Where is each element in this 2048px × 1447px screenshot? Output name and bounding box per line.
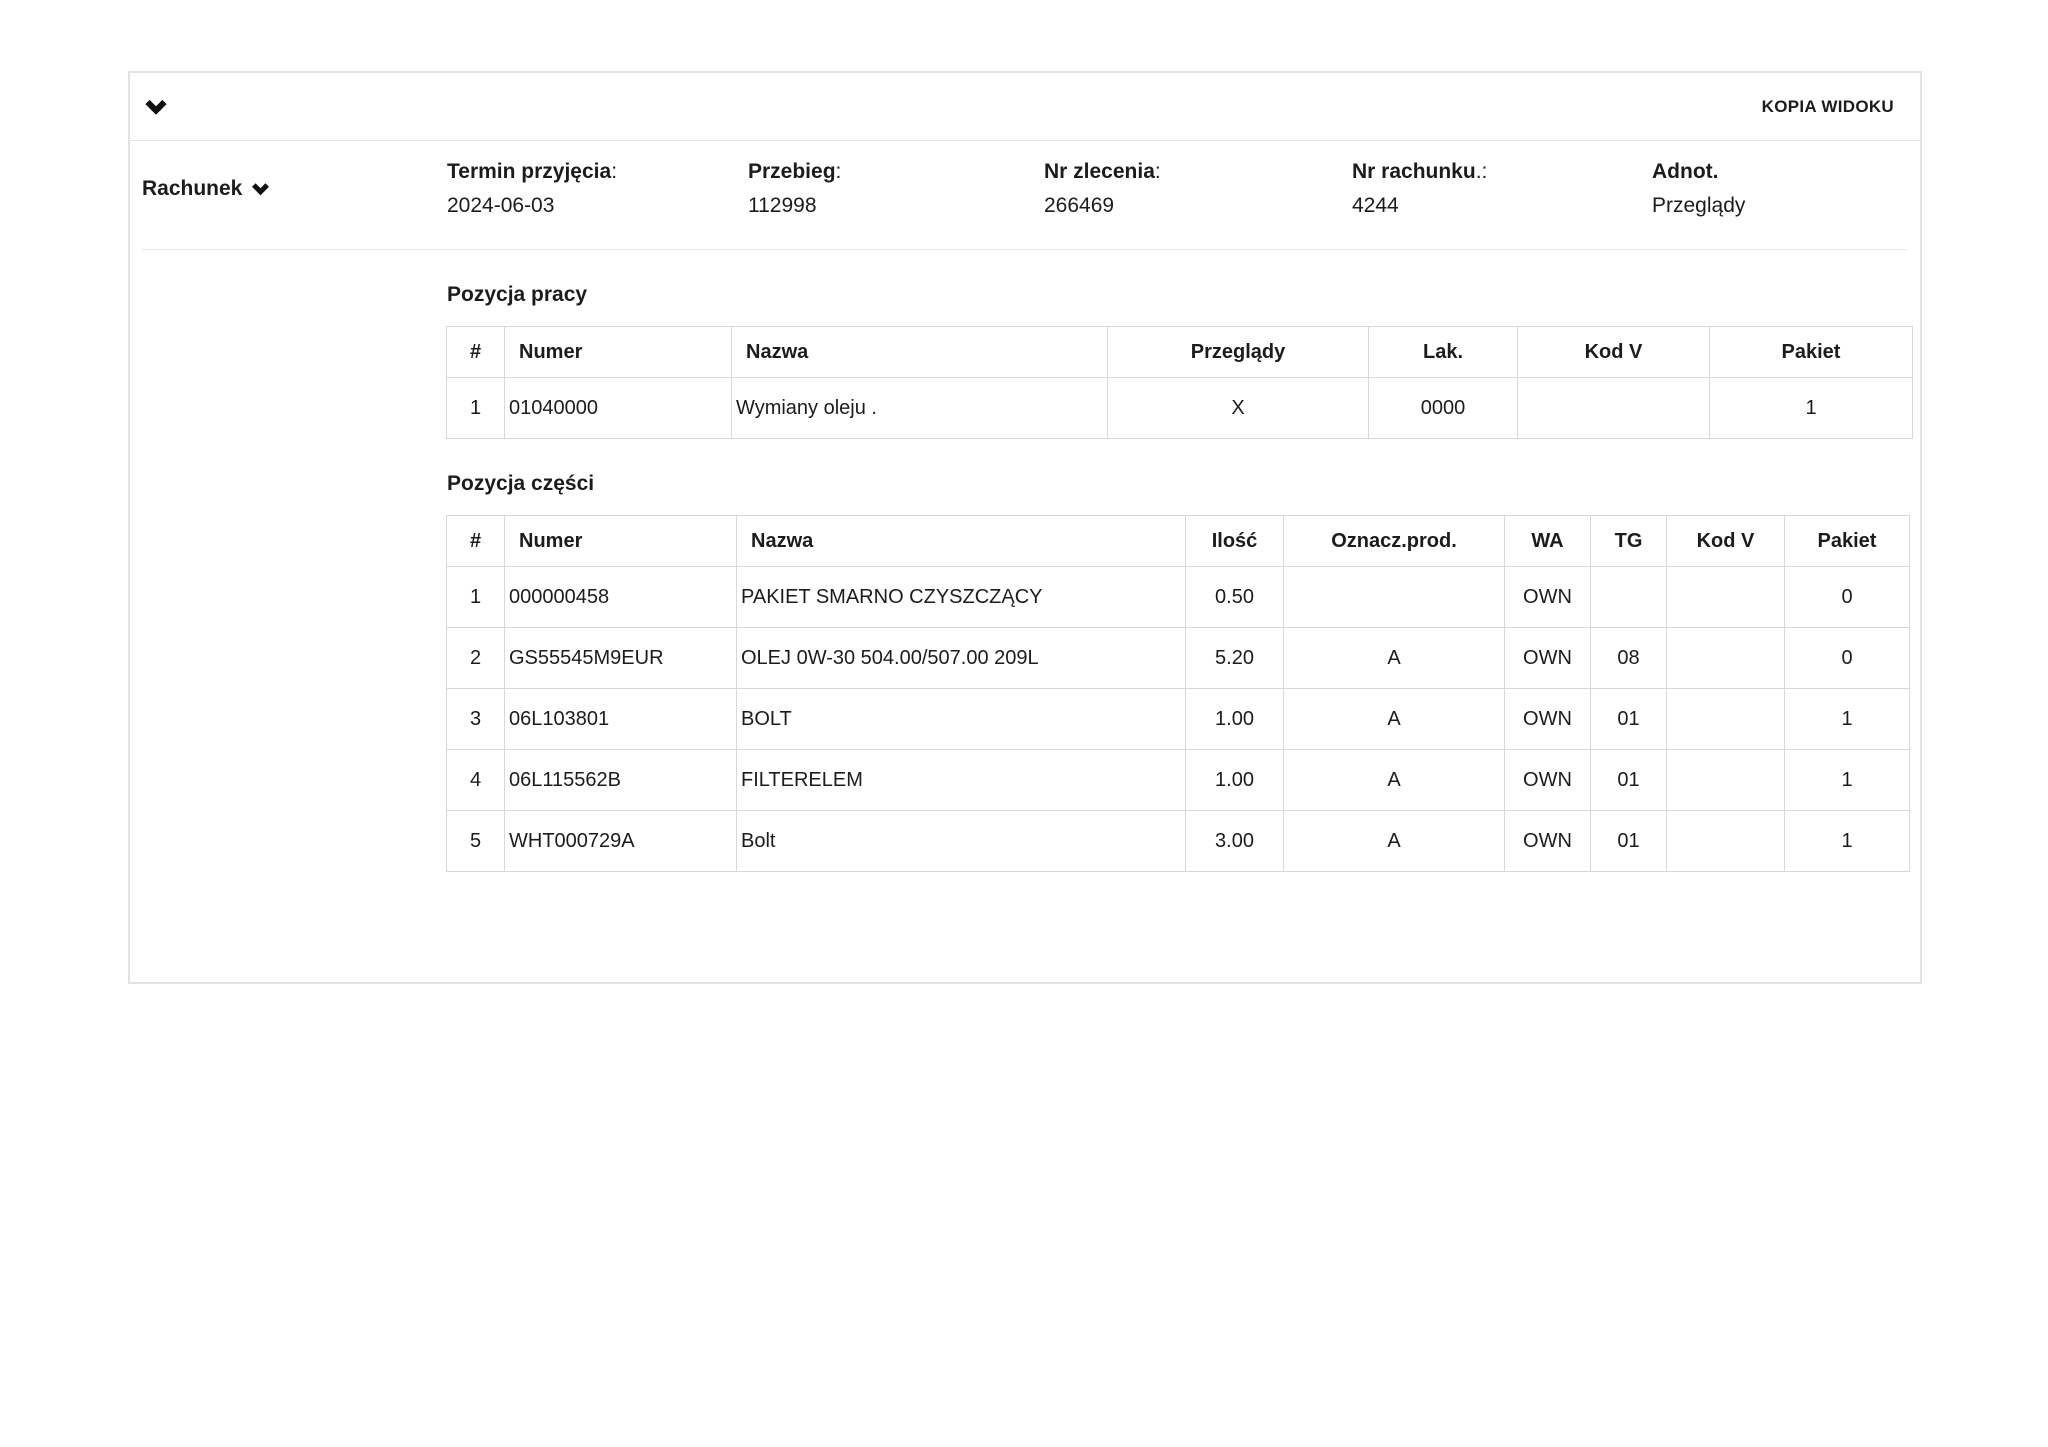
part-items-section (446, 472, 1920, 872)
field-label: Nr zlecenia: (1044, 160, 1161, 183)
document-title (142, 159, 447, 218)
table-cell: GS55545M9EUR (505, 628, 737, 689)
table-cell: FILTERELEM (737, 750, 1186, 811)
header-field-termin (447, 159, 748, 218)
table-row (447, 567, 1910, 628)
field-label: Adnot. (1652, 160, 1719, 183)
table-cell: A (1284, 689, 1505, 750)
table-row (447, 378, 1913, 439)
table-row (447, 628, 1910, 689)
table-cell (1667, 567, 1785, 628)
column-header: Kod V (1518, 327, 1710, 378)
table-cell: 01 (1591, 689, 1667, 750)
part-items-table (446, 515, 1910, 872)
header-field-nr-zlecenia (1044, 159, 1352, 218)
table-cell: 3 (447, 689, 505, 750)
table-cell (1284, 567, 1505, 628)
table-cell: OLEJ 0W-30 504.00/507.00 209L (737, 628, 1186, 689)
column-header: Kod V (1667, 516, 1785, 567)
table-row (447, 811, 1910, 872)
table-cell: 1 (1785, 811, 1910, 872)
field-value: 266469 (1044, 194, 1115, 218)
table-cell (1518, 378, 1710, 439)
part-items-title: Pozycja części (447, 472, 595, 495)
column-header: Pakiet (1710, 327, 1913, 378)
document-title-label: Rachunek (142, 176, 243, 200)
table-cell: A (1284, 811, 1505, 872)
table-cell: Wymiany oleju . (732, 378, 1108, 439)
table-cell: 01 (1591, 811, 1667, 872)
table-cell: 1 (447, 567, 505, 628)
table-cell: BOLT (737, 689, 1186, 750)
column-header: Ilość (1186, 516, 1284, 567)
work-items-table (446, 326, 1913, 439)
column-header: # (447, 516, 505, 567)
table-cell: OWN (1505, 628, 1591, 689)
table-cell: 1 (1785, 689, 1910, 750)
column-header: Numer (505, 516, 737, 567)
field-label: Nr rachunku.: (1352, 160, 1488, 183)
title-chevron-down-icon[interactable] (251, 182, 270, 196)
table-cell: 1.00 (1186, 689, 1284, 750)
field-value: 2024-06-03 (447, 194, 555, 218)
top-bar (130, 73, 1920, 141)
column-header: TG (1591, 516, 1667, 567)
table-cell: PAKIET SMARNO CZYSZCZĄCY (737, 567, 1186, 628)
table-cell: 5 (447, 811, 505, 872)
table-cell: 01 (1591, 750, 1667, 811)
copy-view-label: KOPIA WIDOKU (1761, 96, 1894, 116)
column-header: Lak. (1369, 327, 1518, 378)
table-cell: 0.50 (1186, 567, 1284, 628)
table-cell: 3.00 (1186, 811, 1284, 872)
column-header: Nazwa (732, 327, 1108, 378)
column-header: Oznacz.prod. (1284, 516, 1505, 567)
table-cell: 000000458 (505, 567, 737, 628)
table-header-row (447, 516, 1910, 567)
table-header-row (447, 327, 1913, 378)
table-cell (1667, 689, 1785, 750)
table-cell: 06L115562B (505, 750, 737, 811)
field-value: Przeglądy (1652, 194, 1746, 218)
table-cell (1667, 628, 1785, 689)
table-cell: 01040000 (505, 378, 732, 439)
field-label: Przebieg: (748, 160, 842, 183)
column-header: Numer (505, 327, 732, 378)
table-cell (1591, 567, 1667, 628)
column-header: WA (1505, 516, 1591, 567)
table-cell: 1 (1785, 750, 1910, 811)
table-cell: WHT000729A (505, 811, 737, 872)
document-header (130, 141, 1920, 249)
column-header: # (447, 327, 505, 378)
table-cell (1667, 811, 1785, 872)
table-cell: A (1284, 750, 1505, 811)
table-cell: 5.20 (1186, 628, 1284, 689)
header-field-przebieg (748, 159, 1044, 218)
table-cell: A (1284, 628, 1505, 689)
table-cell: 1.00 (1186, 750, 1284, 811)
collapse-chevron-icon[interactable] (144, 98, 168, 116)
table-cell: 4 (447, 750, 505, 811)
table-cell: 0 (1785, 628, 1910, 689)
header-divider (142, 249, 1908, 250)
table-cell: 06L103801 (505, 689, 737, 750)
table-cell: OWN (1505, 567, 1591, 628)
work-items-title: Pozycja pracy (447, 283, 588, 306)
table-cell: 0 (1785, 567, 1910, 628)
column-header: Nazwa (737, 516, 1186, 567)
table-cell: 1 (447, 378, 505, 439)
column-header: Pakiet (1785, 516, 1910, 567)
table-cell: Bolt (737, 811, 1186, 872)
table-row (447, 689, 1910, 750)
work-items-section (446, 283, 1920, 439)
table-cell: 0000 (1369, 378, 1518, 439)
table-cell: 1 (1710, 378, 1913, 439)
table-row (447, 750, 1910, 811)
table-cell (1667, 750, 1785, 811)
header-field-nr-rachunku (1352, 159, 1652, 218)
column-header: Przeglądy (1108, 327, 1369, 378)
header-field-adnot (1652, 159, 1920, 218)
table-cell: 2 (447, 628, 505, 689)
field-label: Termin przyjęcia: (447, 160, 618, 183)
table-cell: OWN (1505, 811, 1591, 872)
table-cell: OWN (1505, 750, 1591, 811)
table-cell: OWN (1505, 689, 1591, 750)
document-panel (128, 71, 1922, 984)
table-cell: X (1108, 378, 1369, 439)
table-cell: 08 (1591, 628, 1667, 689)
field-value: 4244 (1352, 194, 1399, 218)
field-value: 112998 (748, 194, 817, 218)
